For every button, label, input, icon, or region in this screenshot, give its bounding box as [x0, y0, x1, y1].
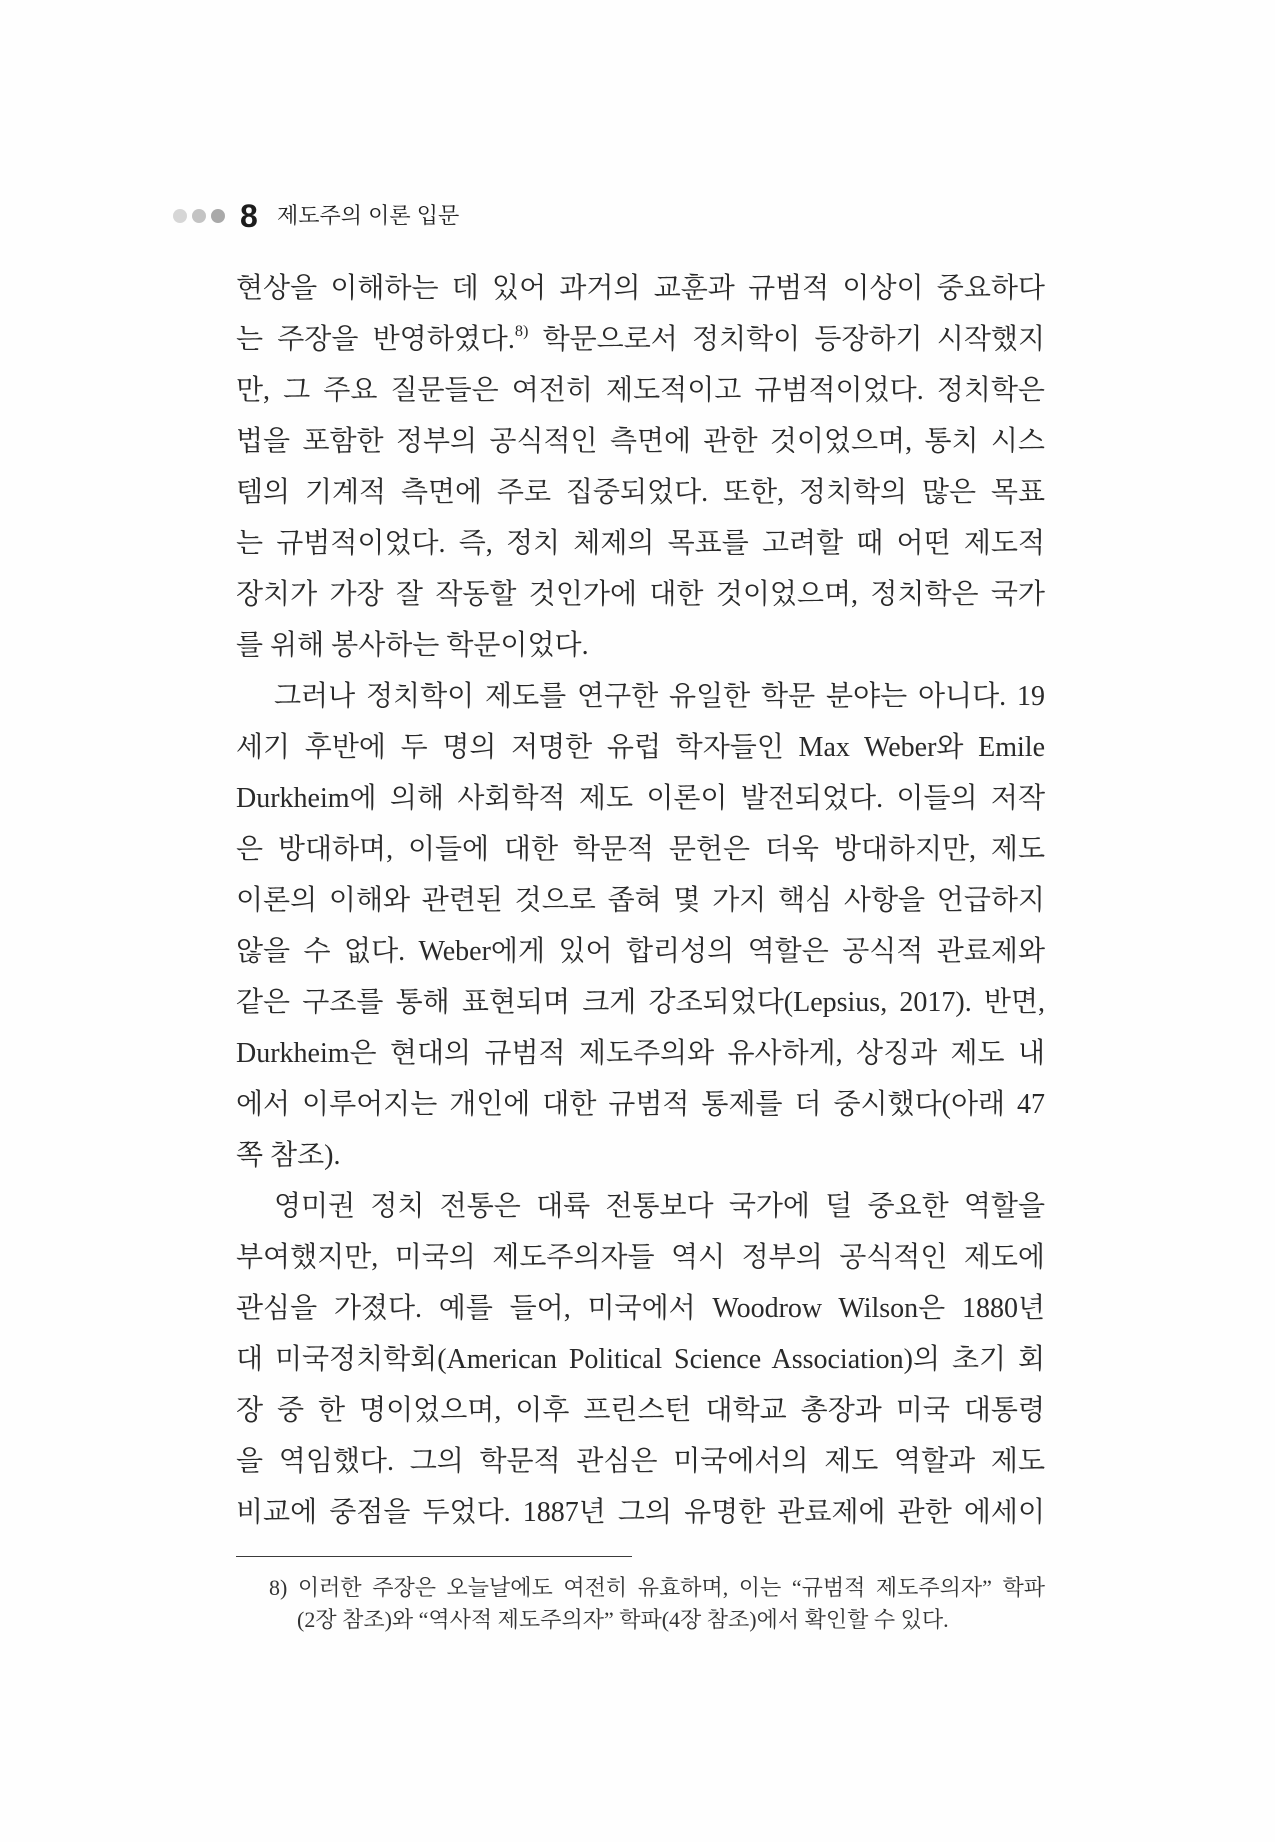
- footnote-line: (2장 참조)와 “역사적 제도주의자” 학파(4장 참조)에서 확인할 수 있다.: [297, 1607, 949, 1632]
- header-dot-icon: [192, 209, 206, 223]
- page-number: 8: [240, 198, 258, 234]
- footnote-text: 이러한 주장은 오늘날에도 여전히 유효하며, 이는 “규범적 제도주의자” 학파: [297, 1575, 1046, 1600]
- header-dot-icon: [211, 209, 225, 223]
- body-line: 은 방대하며, 이들에 대한 학문적 문헌은 더욱 방대하지만, 제도: [236, 834, 1045, 865]
- paragraph: [236, 671, 1045, 1181]
- body-line: 현상을 이해하는 데 있어 과거의 교훈과 규범적 이상이 중요하다: [236, 273, 1045, 304]
- body-line: 법을 포함한 정부의 공식적인 측면에 관한 것이었으며, 통치 시스: [236, 426, 1045, 457]
- body-line-text: 학문으로서 정치학이 등장하기 시작했지: [528, 324, 1045, 355]
- body-line: 만, 그 주요 질문들은 여전히 제도적이고 규범적이었다. 정치학은: [236, 375, 1045, 406]
- body-line: 영미권 정치 전통은 대륙 전통보다 국가에 덜 중요한 역할을: [274, 1191, 1045, 1222]
- footnote-mark: 8): [269, 1575, 288, 1600]
- footnote-line: [269, 1572, 1045, 1604]
- paragraph: [236, 263, 1045, 671]
- body-line: 않을 수 없다. Weber에게 있어 합리성의 역할은 공식적 관료제와: [236, 936, 1045, 967]
- body-line: Durkheim은 현대의 규범적 제도주의와 유사하게, 상징과 제도 내: [236, 1038, 1045, 1069]
- body-line: 이론의 이해와 관련된 것으로 좁혀 몇 가지 핵심 사항을 언급하지: [236, 885, 1045, 916]
- body-line: 같은 구조를 통해 표현되며 크게 강조되었다(Lepsius, 2017). 반면,: [236, 987, 1045, 1018]
- body-line: 을 역임했다. 그의 학문적 관심은 미국에서의 제도 역할과 제도: [236, 1446, 1045, 1477]
- header-dot-icon: [173, 209, 187, 223]
- body-line: 쪽 참조).: [236, 1140, 341, 1171]
- body-line: 에서 이루어지는 개인에 대한 규범적 통제를 더 중시했다(아래 47: [236, 1089, 1045, 1120]
- footnote-divider: [236, 1556, 632, 1557]
- body-line: 장 중 한 명이었으며, 이후 프린스턴 대학교 총장과 미국 대통령: [236, 1395, 1045, 1426]
- body-line: 세기 후반에 두 명의 저명한 유럽 학자들인 Max Weber와 Emile: [236, 732, 1045, 763]
- body-line: [236, 314, 1045, 365]
- body-line: Durkheim에 의해 사회학적 제도 이론이 발전되었다. 이들의 저작: [236, 783, 1045, 814]
- footnote: [269, 1572, 1045, 1636]
- running-title: 제도주의 이론 입문: [277, 203, 460, 228]
- body-line: 관심을 가졌다. 예를 들어, 미국에서 Woodrow Wilson은 1880년: [236, 1293, 1045, 1324]
- body-line: 비교에 중점을 두었다. 1887년 그의 유명한 관료제에 관한 에세이: [236, 1497, 1045, 1528]
- body-line: 장치가 가장 잘 작동할 것인가에 대한 것이었으며, 정치학은 국가: [236, 579, 1045, 610]
- footnotes: [269, 1572, 1045, 1636]
- body-line: 부여했지만, 미국의 제도주의자들 역시 정부의 공식적인 제도에: [236, 1242, 1045, 1273]
- body-line: 는 규범적이었다. 즉, 정치 체제의 목표를 고려할 때 어떤 제도적: [236, 528, 1045, 559]
- body-line: 를 위해 봉사하는 학문이었다.: [236, 630, 589, 661]
- body-line-text: 는 주장을 반영하였다.: [236, 324, 515, 355]
- body-text: [236, 263, 1045, 1538]
- body-line: 템의 기계적 측면에 주로 집중되었다. 또한, 정치학의 많은 목표: [236, 477, 1045, 508]
- body-line: 그러나 정치학이 제도를 연구한 유일한 학문 분야는 아니다. 19: [274, 681, 1045, 712]
- paragraph: [236, 1181, 1045, 1538]
- body-line: 대 미국정치학회(American Political Science Association)의 초기 회: [236, 1344, 1045, 1375]
- footnote-reference: 8): [514, 321, 529, 340]
